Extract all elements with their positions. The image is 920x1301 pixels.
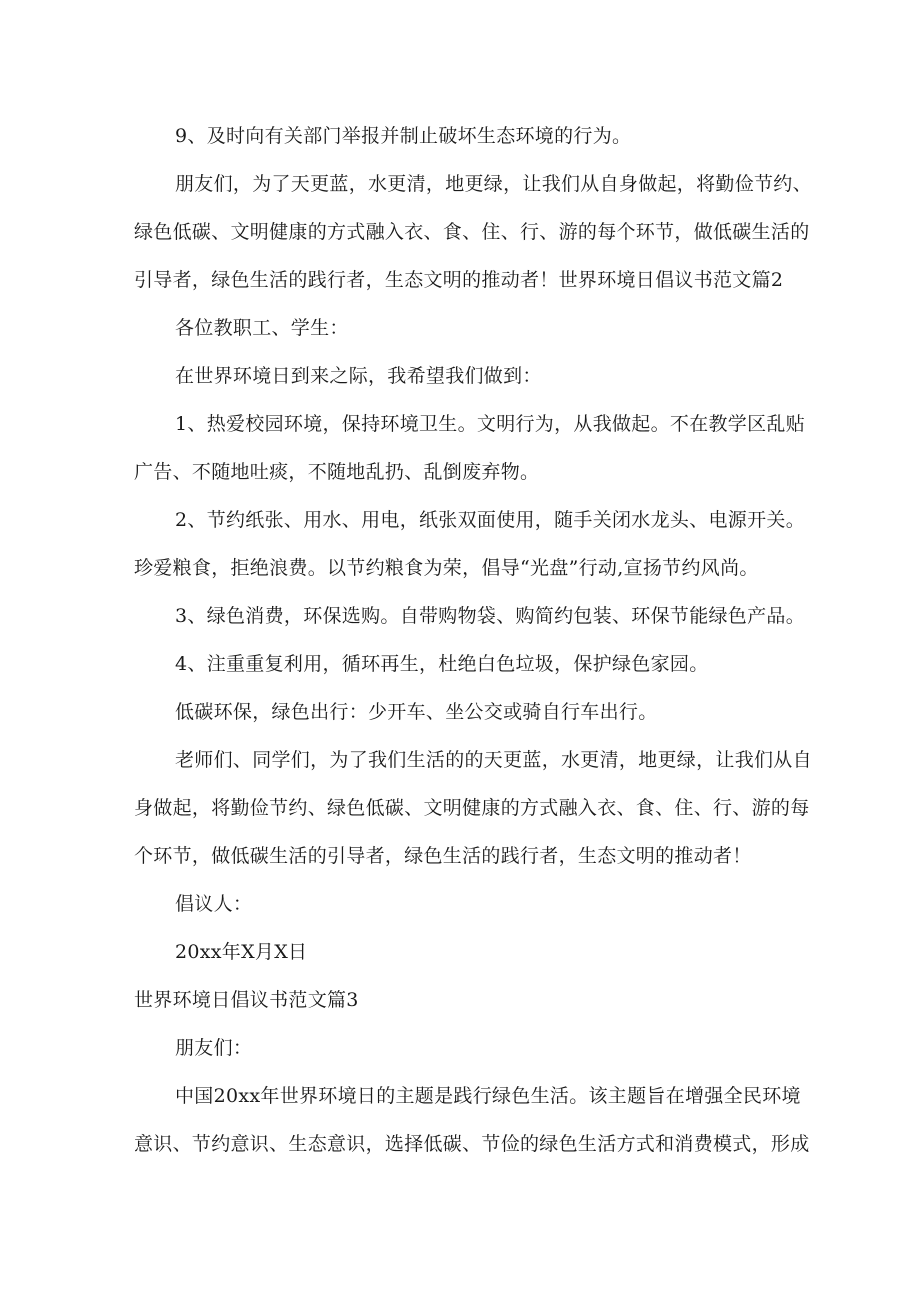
text-line: 在世界环境日到来之际，我希望我们做到： <box>175 365 542 387</box>
text-line: 3、绿色消费，环保选购。自带购物袋、购简约包装、环保节能绿色产品。 <box>175 605 805 627</box>
document-body <box>134 112 812 1168</box>
text-line: 朋友们： <box>175 1037 253 1059</box>
text-line: 4、注重重复利用，循环再生，杜绝白色垃圾，保护绿色家园。 <box>175 653 709 675</box>
text-line: 老师们、同学们，为了我们生活的的天更蓝，水更清，地更绿，让我们从自 <box>175 749 812 771</box>
text-line: 珍爱粮食，拒绝浪费。以节约粮食为荣，倡导“光盘”行动,宣扬节约风尚。 <box>134 557 759 579</box>
signatory-label: 倡议人： <box>175 893 253 915</box>
text-line: 意识、节约意识、生态意识，选择低碳、节俭的绿色生活方式和消费模式，形成 <box>134 1133 810 1155</box>
text-line: 低碳环保，绿色出行：少开车、坐公交或骑自行车出行。 <box>175 701 658 723</box>
text-line: 个环节，做低碳生活的引导者，绿色生活的践行者，生态文明的推动者！ <box>134 845 752 867</box>
text-line: 中国20xx年世界环境日的主题是践行绿色生活。该主题旨在增强全民环境 <box>175 1085 801 1107</box>
text-line: 2、节约纸张、用水、用电，纸张双面使用，随手关闭水龙头、电源开关。 <box>175 509 805 531</box>
section-heading: 世界环境日倡议书范文篇3 <box>134 989 359 1011</box>
text-line: 绿色低碳、文明健康的方式融入衣、食、住、行、游的每个环节，做低碳生活的 <box>134 221 810 243</box>
text-line: 身做起，将勤俭节约、绿色低碳、文明健康的方式融入衣、食、住、行、游的每 <box>134 797 810 819</box>
text-line: 各位教职工、学生： <box>175 317 349 339</box>
text-line: 广告、不随地吐痰，不随地乱扔、乱倒废弃物。 <box>134 461 540 483</box>
text-line: 9、及时向有关部门举报并制止破坏生态环境的行为。 <box>175 125 632 147</box>
text-line: 1、热爱校园环境，保持环境卫生。文明行为，从我做起。不在教学区乱贴 <box>175 413 805 435</box>
text-line: 朋友们，为了天更蓝，水更清，地更绿，让我们从自身做起，将勤俭节约、 <box>175 173 812 195</box>
date-line: 20xx年X月X日 <box>175 941 308 963</box>
text-line: 引导者，绿色生活的践行者，生态文明的推动者！世界环境日倡议书范文篇2 <box>134 269 784 291</box>
